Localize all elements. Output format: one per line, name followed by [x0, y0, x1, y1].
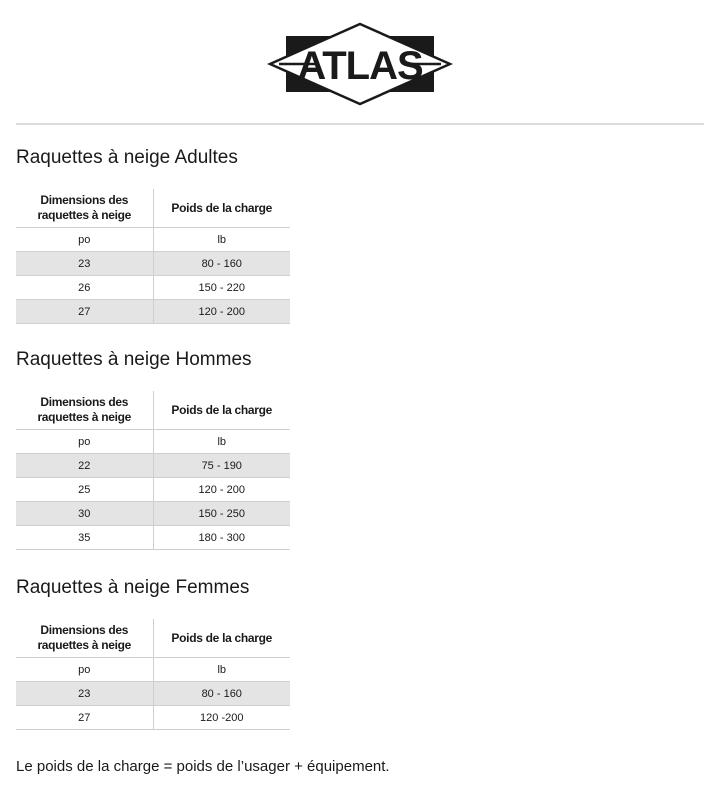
cell-weight: 150 - 220	[153, 276, 290, 300]
table-row	[16, 276, 290, 300]
table-row	[16, 478, 290, 502]
cell-size: 23	[16, 682, 153, 706]
cell-weight: 75 - 190	[153, 454, 290, 478]
cell-size: 23	[16, 252, 153, 276]
unit-weight: lb	[153, 430, 290, 454]
table-row	[16, 706, 290, 730]
column-header-size: Dimensions des raquettes à neige	[16, 189, 153, 228]
cell-size: 22	[16, 454, 153, 478]
section-adultes	[16, 146, 290, 324]
table-header-row	[16, 189, 290, 228]
unit-weight: lb	[153, 658, 290, 682]
section-title: Raquettes à neige Hommes	[16, 349, 252, 370]
table-header-row	[16, 391, 290, 430]
table-row	[16, 252, 290, 276]
column-header-size: Dimensions des raquettes à neige	[16, 391, 153, 430]
cell-weight: 120 -200	[153, 706, 290, 730]
unit-size: po	[16, 658, 153, 682]
table-row	[16, 502, 290, 526]
unit-size: po	[16, 430, 153, 454]
unit-weight: lb	[153, 228, 290, 252]
header-divider	[16, 123, 704, 125]
cell-weight: 180 - 300	[153, 526, 290, 550]
cell-size: 30	[16, 502, 153, 526]
units-row	[16, 228, 290, 252]
cell-weight: 120 - 200	[153, 300, 290, 324]
footnote: Le poids de la charge = poids de l’usager + équipement.	[16, 758, 390, 775]
size-table-hommes	[16, 391, 290, 550]
cell-weight: 150 - 250	[153, 502, 290, 526]
section-hommes	[16, 348, 290, 550]
units-row	[16, 430, 290, 454]
cell-size: 26	[16, 276, 153, 300]
cell-size: 27	[16, 300, 153, 324]
unit-size: po	[16, 228, 153, 252]
column-header-weight: Poids de la charge	[153, 619, 290, 658]
cell-size: 25	[16, 478, 153, 502]
cell-size: 27	[16, 706, 153, 730]
column-header-weight: Poids de la charge	[153, 391, 290, 430]
table-row	[16, 454, 290, 478]
table-row	[16, 526, 290, 550]
units-row	[16, 658, 290, 682]
column-header-size: Dimensions des raquettes à neige	[16, 619, 153, 658]
logo-wordmark: ATLAS	[297, 44, 423, 88]
size-table-femmes	[16, 619, 290, 730]
section-femmes	[16, 576, 290, 730]
section-title: Raquettes à neige Femmes	[16, 577, 250, 598]
column-header-weight: Poids de la charge	[153, 189, 290, 228]
cell-weight: 80 - 160	[153, 682, 290, 706]
cell-size: 35	[16, 526, 153, 550]
atlas-logo	[267, 22, 453, 106]
table-row	[16, 300, 290, 324]
table-header-row	[16, 619, 290, 658]
section-title: Raquettes à neige Adultes	[16, 147, 238, 168]
size-table-adultes	[16, 189, 290, 324]
cell-weight: 80 - 160	[153, 252, 290, 276]
cell-weight: 120 - 200	[153, 478, 290, 502]
table-row	[16, 682, 290, 706]
